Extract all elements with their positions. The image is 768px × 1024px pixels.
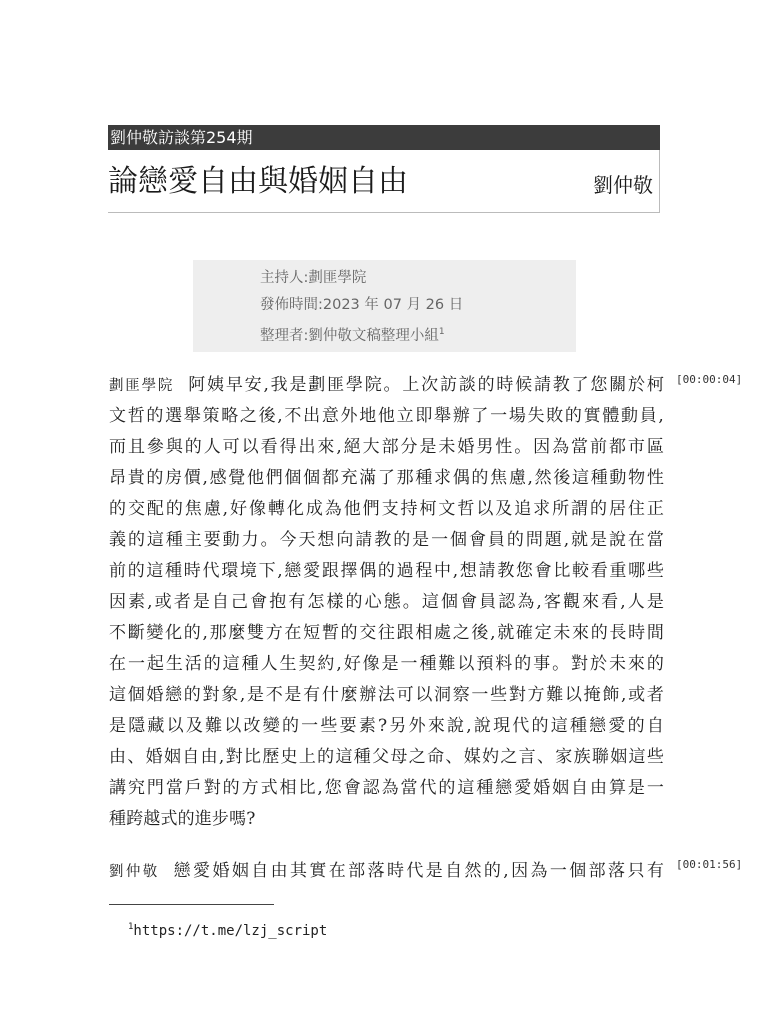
series-bar — [108, 125, 660, 150]
footnote-divider — [109, 904, 274, 905]
meta-editor-text: 整理者:劉仲敬文稿整理小組 — [260, 328, 439, 344]
line-text: 戀愛婚姻自由其實在部落時代是自然的,因為一個部落只有 — [173, 861, 664, 881]
meta-editor — [260, 322, 445, 346]
paragraph-line: 前的這種時代環境下,戀愛跟擇偶的過程中,想請教您會比較看重哪些 — [109, 561, 664, 581]
series-label: 劉仲敬訪談第254期 — [110, 128, 253, 147]
meta-host: 主持人:劃匪學院 — [260, 270, 367, 286]
paragraph-line: 這個婚戀的對象,是不是有什麼辦法可以洞察一些對方難以掩飾,或者 — [109, 685, 664, 705]
footnote-link[interactable]: https://t.me/lzj_script — [133, 923, 328, 939]
paragraph-line: 義的這種主要動力。今天想向請教的是一個會員的問題,就是說在當 — [109, 530, 664, 550]
speaker-name: 劉仲敬 — [109, 864, 160, 880]
article-title: 論戀愛自由與婚姻自由 — [108, 164, 408, 199]
paragraph-line — [109, 860, 664, 883]
meta-date: 發佈時間:2023 年 07 月 26 日 — [260, 297, 464, 313]
paragraph-line — [109, 374, 664, 397]
paragraph-line: 在一起生活的這種人生契約,好像是一種難以預料的事。對於未來的 — [109, 654, 664, 674]
paragraph-line: 而且參與的人可以看得出來,絕大部分是未婚男性。因為當前都市區 — [109, 437, 664, 457]
paragraph-line: 由、婚姻自由,對比歷史上的這種父母之命、媒妁之言、家族聯姻這些 — [109, 747, 664, 767]
paragraph-line: 昂貴的房價,感覺他們個個都充滿了那種求偶的焦慮,然後這種動物性 — [109, 468, 664, 488]
author-name: 劉仲敬 — [593, 173, 653, 197]
paragraph-line: 種跨越式的進步嗎? — [109, 809, 256, 829]
line-text: 阿姨早安,我是劃匪學院。上次訪談的時候請教了您關於柯 — [188, 375, 664, 395]
timestamp: [00:01:56] — [676, 858, 743, 871]
paragraph-line: 是隱藏以及難以改變的一些要素?另外來說,說現代的這種戀愛的自 — [109, 716, 664, 736]
paragraph-line: 因素,或者是自己會抱有怎樣的心態。這個會員認為,客觀來看,人是 — [109, 592, 664, 612]
footnote — [128, 918, 327, 940]
speaker-name: 劃匪學院 — [109, 378, 175, 394]
paragraph-line: 文哲的選舉策略之後,不出意外地他立即舉辦了一場失敗的實體動員, — [109, 406, 664, 426]
paragraph-line: 不斷變化的,那麼雙方在短暫的交往跟相處之後,就確定未來的長時間 — [109, 623, 664, 643]
footnote-mark: 1 — [128, 922, 134, 932]
footnote-ref: 1 — [438, 327, 445, 337]
paragraph-line: 講究門當戶對的方式相比,您會認為當代的這種戀愛婚姻自由算是一 — [109, 778, 664, 798]
meta-box — [193, 260, 576, 352]
timestamp: [00:00:04] — [676, 373, 743, 386]
title-box — [108, 150, 660, 213]
paragraph-line: 的交配的焦慮,好像轉化成為他們支持柯文哲以及追求所謂的居住正 — [109, 499, 664, 519]
